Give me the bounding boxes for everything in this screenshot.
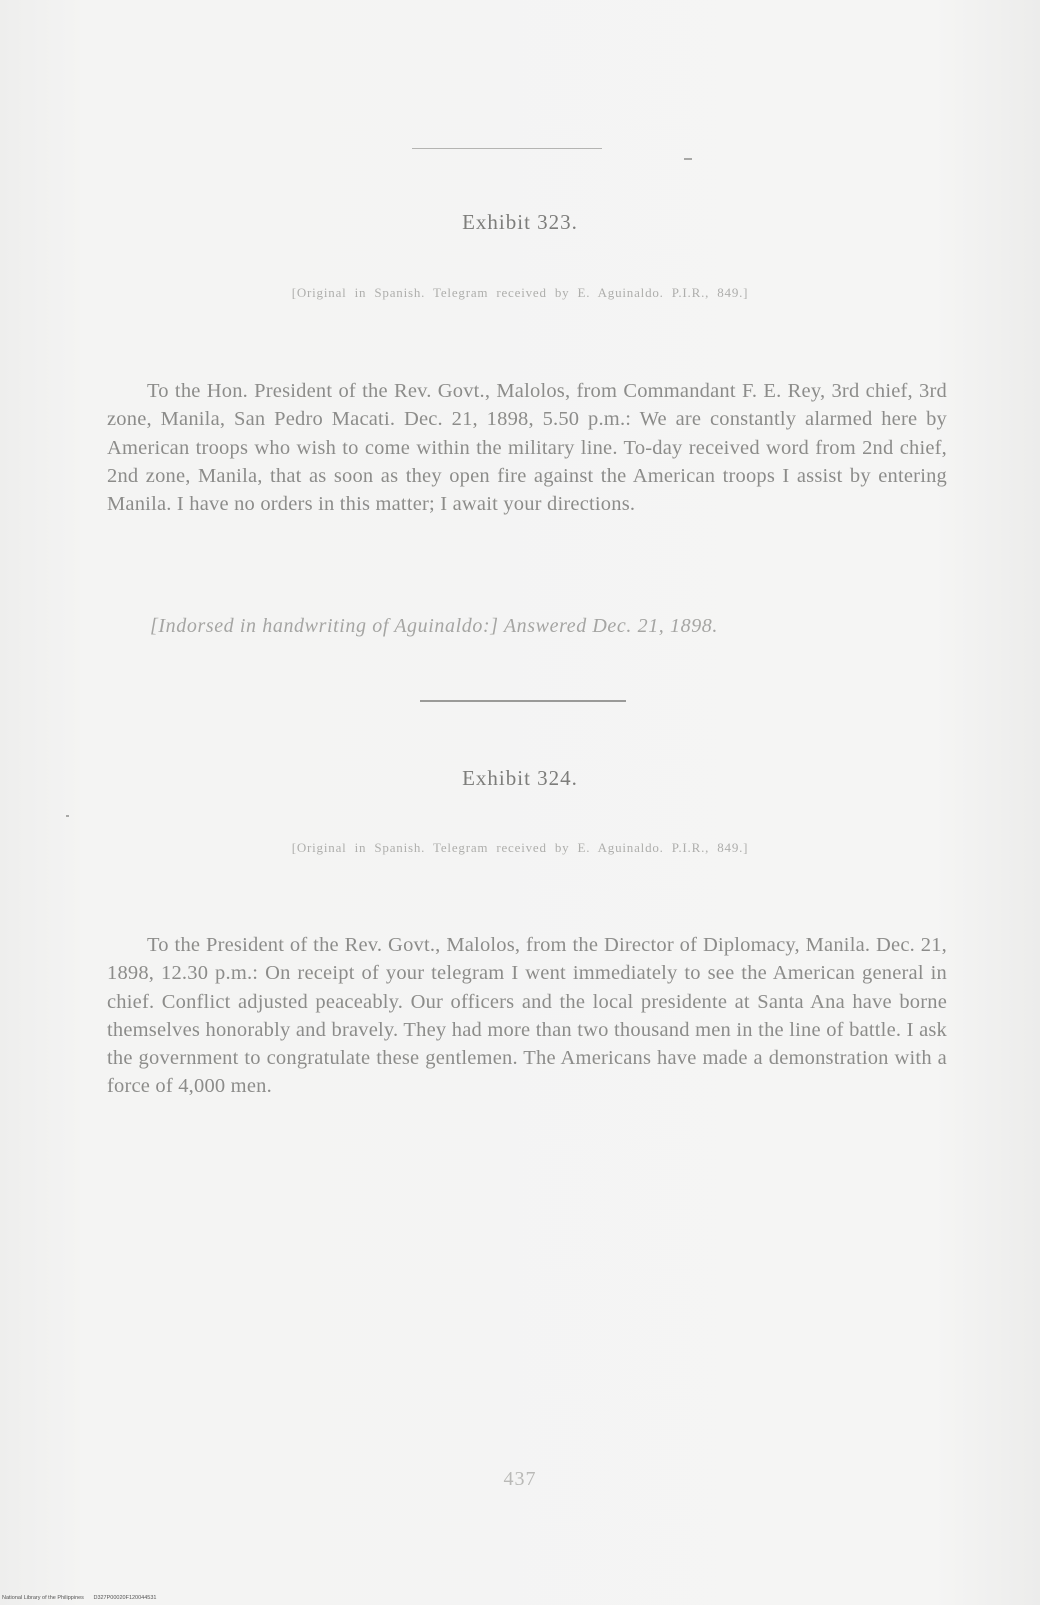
footer-library: National Library of the Philippines xyxy=(2,1595,84,1601)
exhibit-324-body: To the President of the Rev. Govt., Malolos, from the Director of Diplomacy, Manila. Dec. 21, 1898, 12.30 p.m.: On receipt of your telegram I went immediately to see the American general in chief. Conflict adjusted peaceably. Our officers and the local presidente at Santa Ana have borne themselves honorably and bravely. They had more than two thousand men in the line of battle. I ask the government to congratulate these gentlemen. The Americans have made a demonstration with a force of 4,000 men. xyxy=(107,934,947,1098)
page-number: 437 xyxy=(503,1468,537,1490)
exhibit-324-note: [Original in Spanish. Telegram received by E. Aguinaldo. P.I.R., 849.] xyxy=(291,840,749,855)
exhibit-323-title: Exhibit 323. xyxy=(462,210,578,234)
top-divider-mark xyxy=(684,158,692,160)
exhibit-324-title: Exhibit 324. xyxy=(462,766,578,790)
scan-footer xyxy=(2,1595,156,1601)
indorsement-text: Answered Dec. 21, 1898. xyxy=(503,615,718,637)
exhibit-323-note: [Original in Spanish. Telegram received by E. Aguinaldo. P.I.R., 849.] xyxy=(291,285,749,300)
margin-speck xyxy=(66,815,69,817)
exhibit-323-indorsement xyxy=(150,615,930,638)
top-divider xyxy=(412,148,602,149)
indorsement-label: [Indorsed in handwriting of Aguinaldo:] xyxy=(150,615,499,637)
middle-divider xyxy=(420,700,626,702)
exhibit-323-body: To the Hon. President of the Rev. Govt., Malolos, from Commandant F. E. Rey, 3rd chief, 3rd zone, Manila, San Pedro Macati. Dec. 21, 1898, 5.50 p.m.: We are constantly alarmed here by American troops who wish to come within the military line. To-day received word from 2nd chief, 2nd zone, Manila, that as soon as they open fire against the American troops I assist by entering Manila. I have no orders in this matter; I await your directions. xyxy=(107,380,947,516)
footer-code: D327P00020F120044531 xyxy=(93,1595,157,1601)
